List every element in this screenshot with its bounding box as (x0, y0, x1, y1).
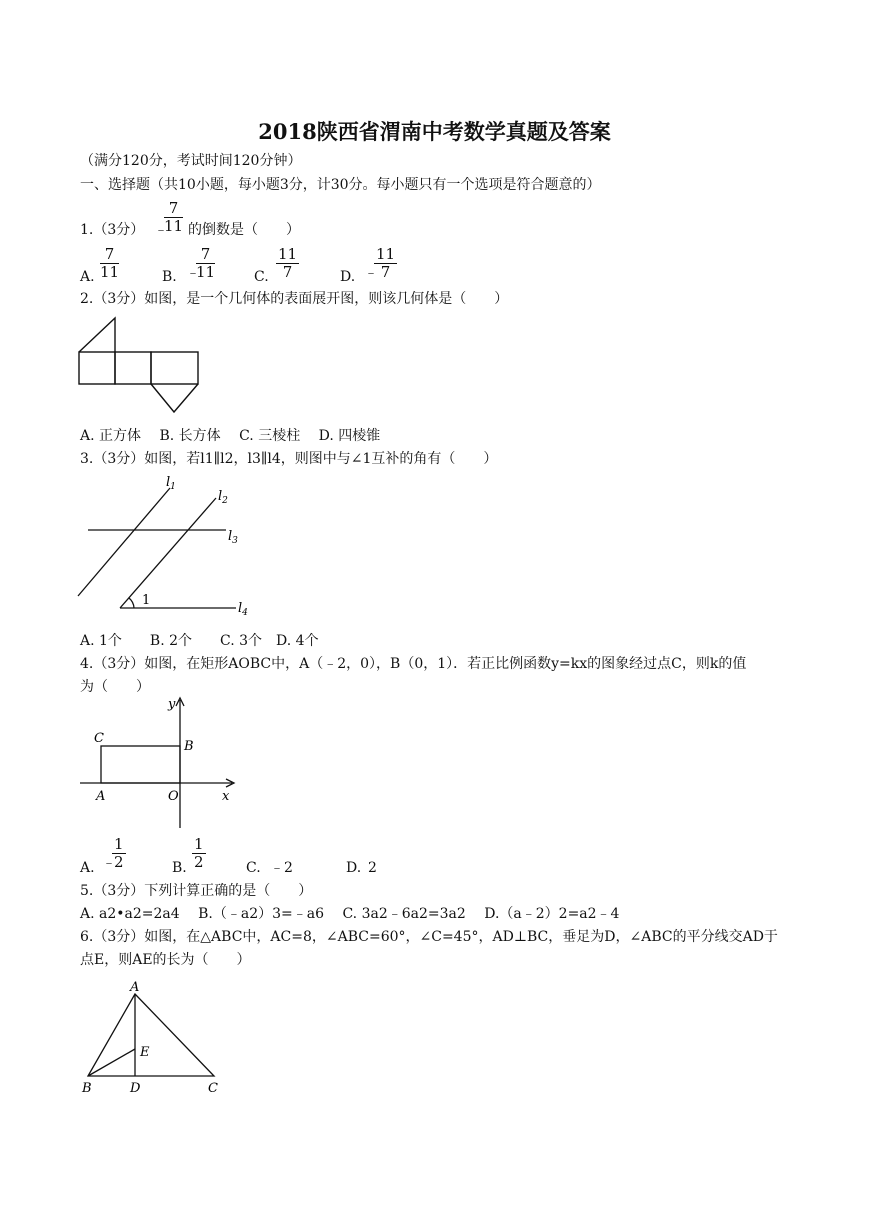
label-d: D (130, 1081, 141, 1096)
q6-text-line1: 6.（3分）如图，在△ABC中，AC=8，∠ABC=60°，∠C=45°，AD⊥BC，垂足为D，∠ABC的平分线交AD于 (80, 929, 778, 945)
q4-text-line2: 为（ ） (80, 679, 150, 695)
q3-text: 3.（3分）如图，若l1∥l2，l3∥l4，则图中与∠1互补的角有（ ） (80, 451, 498, 467)
q1-option-b-neg: ﹣ (186, 265, 200, 281)
q1-option-a-den: 11 (100, 263, 120, 281)
q1-option-a-fraction (100, 246, 119, 281)
label-c: C (94, 731, 104, 746)
label-l3: $l_3$ (228, 529, 238, 546)
label-l4: $l_4$ (238, 601, 248, 618)
q4-option-a-fraction (112, 836, 126, 871)
label-o: O (168, 789, 179, 804)
label-b: B (82, 1081, 92, 1096)
q4-option-a-den: 2 (114, 853, 124, 871)
q1-option-b-den: 11 (196, 263, 216, 281)
q4-option-a-neg: ﹣ (102, 855, 116, 871)
q4-option-a-num: 1 (114, 835, 124, 853)
label-angle-1: 1 (142, 593, 151, 608)
q2-text: 2.（3分）如图，是一个几何体的表面展开图，则该几何体是（ ） (80, 291, 509, 307)
q1-option-c-den: 7 (282, 263, 293, 281)
q4-option-c-label: C. (246, 860, 261, 876)
triangle-abc (88, 994, 214, 1076)
q2-options: A. 正方体 B. 长方体 C. 三棱柱 D. 四棱锥 (80, 428, 381, 444)
q1-suffix: 的倒数是（ ） (188, 222, 300, 238)
q1-minus: ﹣ (154, 222, 168, 238)
label-a: A (96, 789, 106, 804)
q6-triangle-figure (76, 976, 236, 1098)
page-title: 2018陕西省渭南中考数学真题及答案 (258, 119, 611, 144)
section-heading: 一、选择题（共10小题，每小题3分，计30分。每小题只有一个选项是符合题意的） (80, 177, 601, 193)
q4-option-b-num: 1 (194, 835, 204, 853)
line-l2 (120, 498, 216, 608)
q1-fraction (164, 200, 183, 235)
q1-option-d-label: D. (340, 269, 356, 285)
q1-option-b-fraction (196, 246, 215, 281)
q6-text-line2: 点E，则AE的长为（ ） (80, 952, 251, 968)
label-y: y (168, 697, 176, 712)
exam-info: （满分120分，考试时间120分钟） (80, 153, 302, 169)
net-square-1 (79, 352, 115, 384)
q4-option-c-value: ﹣2 (270, 860, 293, 876)
label-b: B (184, 739, 194, 754)
q1-option-d-neg: ﹣ (364, 265, 378, 281)
q5-text: 5.（3分）下列计算正确的是（ ） (80, 883, 313, 899)
label-l1: $l_1$ (166, 475, 176, 492)
q5-options: A. a2•a2=2a4 B.（﹣a2）3=﹣a6 C. 3a2﹣6a2=3a2 D.（a﹣2）2=a2﹣4 (80, 906, 620, 922)
q3-lines-figure (76, 472, 256, 622)
rectangle-aobc (101, 746, 180, 783)
q4-option-b-label: B. (172, 860, 187, 876)
label-c: C (208, 1081, 218, 1096)
q3-options: A. 1个 B. 2个 C. 3个 D. 4个 (80, 633, 319, 649)
q1-option-c-label: C. (254, 269, 269, 285)
net-rect-3 (151, 352, 198, 384)
net-square-2 (115, 352, 151, 384)
q1-denominator: 11 (164, 217, 184, 235)
label-a: A (130, 980, 140, 995)
q1-prefix: 1.（3分） (80, 222, 145, 238)
q1-option-d-num: 11 (376, 245, 396, 263)
q1-option-d-fraction (374, 246, 397, 281)
q4-text-line1: 4.（3分）如图，在矩形AOBC中，A（﹣2，0），B（0，1）．若正比例函数y=kx的图象经过点C，则k的值 (80, 656, 747, 672)
q1-option-a-label: A. (80, 269, 95, 285)
q4-option-d-label: D. (346, 860, 362, 876)
label-l2: $l_2$ (218, 489, 228, 506)
q1-option-c-num: 11 (278, 245, 298, 263)
q1-option-d-den: 7 (380, 263, 391, 281)
q1-option-b-num: 7 (196, 246, 215, 264)
q4-option-d-value: 2 (368, 860, 377, 876)
line-l1 (78, 488, 170, 596)
q1-option-a-num: 7 (100, 246, 119, 264)
q4-coordinate-figure (76, 694, 246, 834)
net-bottom-triangle (151, 384, 198, 412)
angle-1-arc (129, 598, 134, 608)
label-x: x (222, 789, 230, 804)
q1-option-b-label: B. (162, 269, 177, 285)
q4-option-b-fraction (192, 836, 206, 871)
q4-option-b-den: 2 (194, 853, 204, 871)
q1-option-c-fraction (276, 246, 299, 281)
q1-numerator: 7 (164, 200, 183, 218)
label-e: E (140, 1045, 150, 1060)
q2-net-figure (76, 314, 206, 418)
net-top-triangle (79, 318, 115, 352)
q4-option-a-label: A. (80, 860, 95, 876)
